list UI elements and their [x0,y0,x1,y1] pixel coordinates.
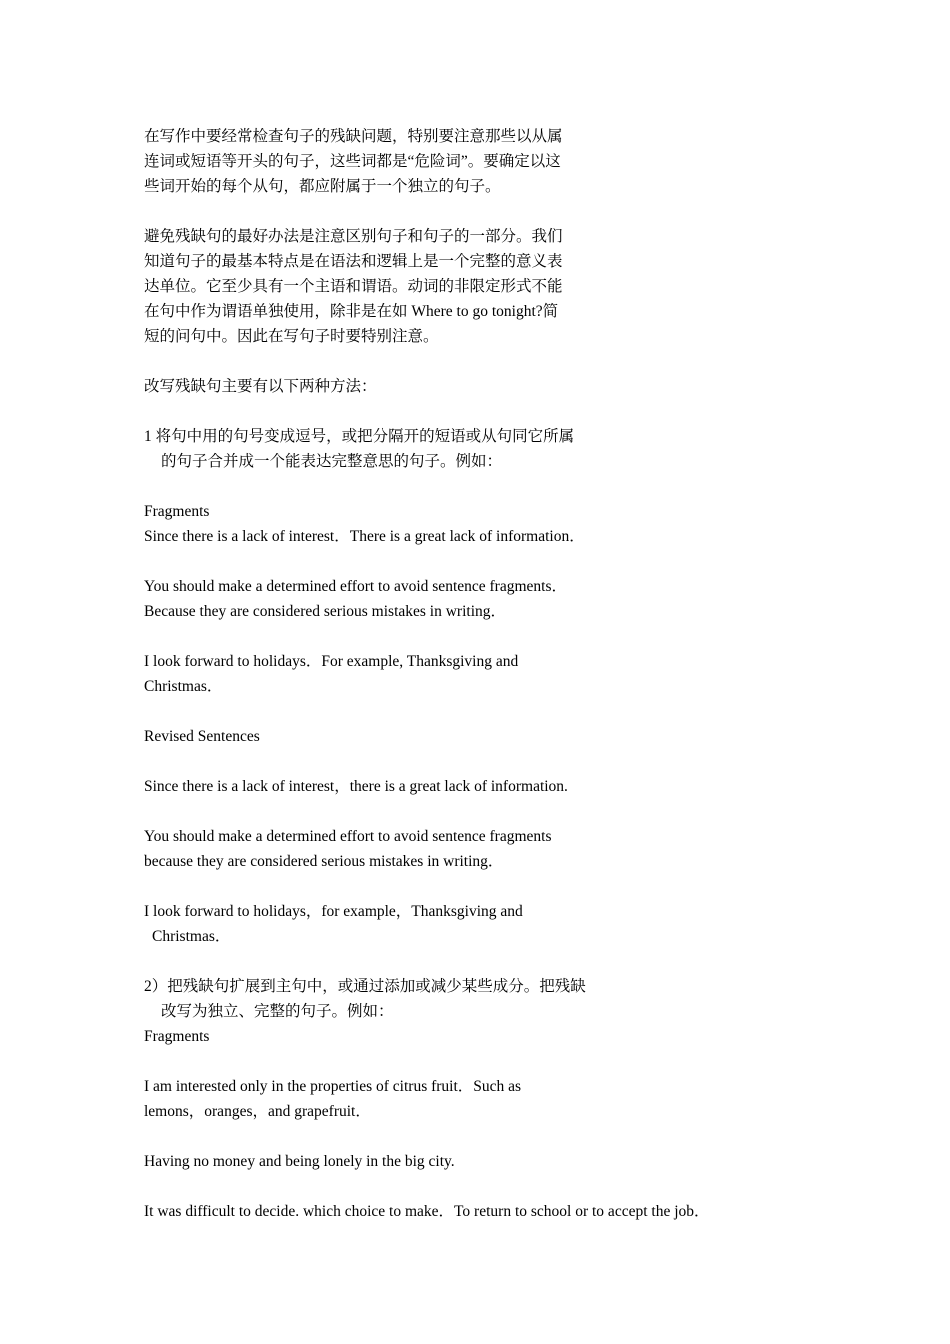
paragraph-method-1 [144,424,784,474]
paragraph-gap [144,399,784,424]
text-line: 短的问句中。因此在写句子时要特别注意。 [144,328,439,345]
text-line: 在句中作为谓语单独使用，除非是在如 Where to go tonight?简 [144,303,559,320]
paragraph-gap [144,1049,784,1074]
example-fragment: Having no money and being lonely in the big city. [144,1153,455,1170]
text-line: Christmas． [152,928,231,945]
text-line: Because they are considered serious mistakes in writing． [144,603,506,620]
paragraph-gap [144,1124,784,1149]
example-fragment [144,649,784,699]
text-line: You should make a determined effort to avoid sentence fragments [144,828,552,845]
text-line: 1 将句中用的句号变成逗号，或把分隔开的短语或从句同它所属 [144,428,575,445]
paragraph-gap [144,349,784,374]
paragraph-methods-intro: 改写残缺句主要有以下两种方法： [144,378,377,395]
paragraph-gap [144,549,784,574]
example-fragment [144,574,784,624]
text-line: 知道句子的最基本特点是在语法和逻辑上是一个完整的意义表 [144,253,563,270]
paragraph-gap [144,624,784,649]
paragraph-gap [144,874,784,899]
example-fragment [144,1074,784,1124]
paragraph-gap [144,474,784,499]
paragraph-gap [144,799,784,824]
revised-heading: Revised Sentences [144,728,260,745]
paragraph-gap [144,199,784,224]
text-line: 达单位。它至少具有一个主语和谓语。动词的非限定形式不能 [144,278,563,295]
paragraph-gap [144,699,784,724]
text-line: I look forward to holidays．For example, Thanksgiving and [144,653,519,670]
example-fragment: It was difficult to decide. which choice to make．To return to school or to accept the job． [144,1203,710,1220]
paragraph-gap [144,949,784,974]
text-line: You should make a determined effort to avoid sentence fragments． [144,578,567,595]
text-line: 2）把残缺句扩展到主句中，或通过添加或减少某些成分。把残缺 [144,978,586,995]
fragments-heading: Fragments [144,1028,210,1045]
document-body [144,124,784,1224]
paragraph-method-2 [144,974,784,1024]
paragraph-intro [144,124,784,199]
text-line: 改写为独立、完整的句子。例如： [161,1003,394,1020]
text-line: 些词开始的每个从句，都应附属于一个独立的句子。 [144,178,501,195]
text-line: I am interested only in the properties of citrus fruit．Such as [144,1078,522,1095]
text-line: because they are considered serious mistakes in writing． [144,853,504,870]
paragraph-gap [144,749,784,774]
text-line: I look forward to holidays，for example，Thanksgiving and [144,903,523,920]
text-line: lemons，oranges，and grapefruit． [144,1103,371,1120]
example-revised [144,899,784,949]
text-line: 连词或短语等开头的句子，这些词都是“危险词”。要确定以这 [144,153,561,170]
text-line: 的句子合并成一个能表达完整意思的句子。例如： [161,453,503,470]
paragraph-gap [144,1174,784,1199]
text-line: Christmas． [144,678,223,695]
paragraph-avoid-fragments [144,224,784,349]
text-line: 在写作中要经常检查句子的残缺问题，特别要注意那些以从属 [144,128,563,145]
fragments-heading: Fragments [144,503,210,520]
example-revised: Since there is a lack of interest，there is a great lack of information. [144,778,568,795]
example-fragment: Since there is a lack of interest．There is a great lack of information． [144,528,585,545]
text-line: 避免残缺句的最好办法是注意区别句子和句子的一部分。我们 [144,228,563,245]
example-revised [144,824,784,874]
